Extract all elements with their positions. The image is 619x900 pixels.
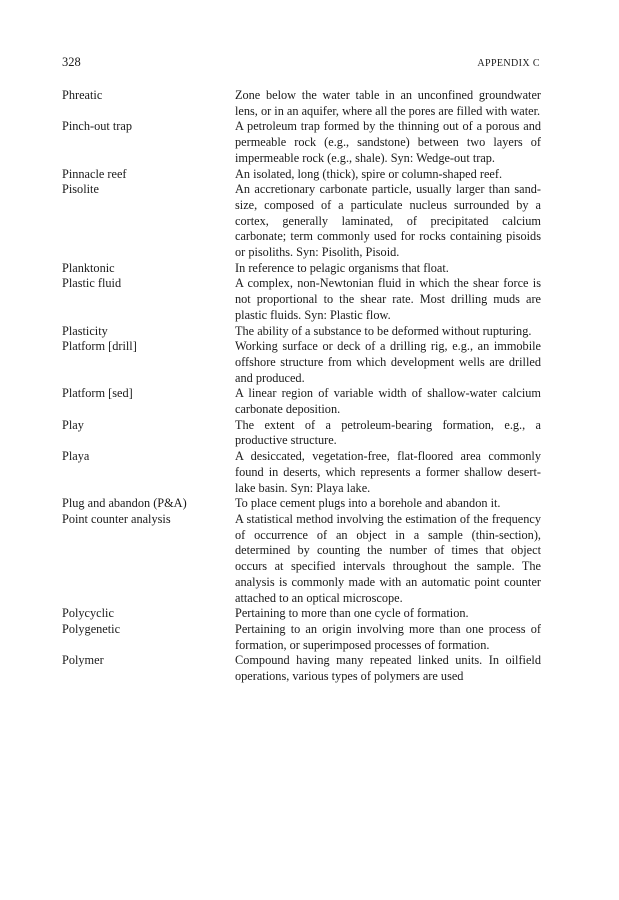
glossary-definition: The extent of a petroleum-bearing formation, e.g., a productive structure. [235, 417, 541, 448]
glossary-term: Planktonic [62, 260, 115, 275]
running-head: APPENDIX C [477, 58, 540, 69]
glossary-list [62, 88, 542, 685]
glossary-term: Plastic fluid [62, 276, 122, 291]
glossary-entry [62, 449, 542, 496]
glossary-definition: An accretionary carbonate particle, usually larger than sand-size, composed of a particulate nucleus surrounded by a cortex, generally laminated, of precipitated calcium carbonate; term commonly used for rocks containing pisoids or pisoliths. Syn: Pisolith, Pisoid. [235, 182, 541, 260]
glossary-term: Plasticity [62, 323, 108, 338]
glossary-definition: A desiccated, vegetation-free, flat-floored area commonly found in deserts, which represents a former shallow desert-lake basin. Syn: Playa lake. [235, 449, 541, 495]
glossary-term: Polygenetic [62, 621, 121, 636]
glossary-entry [62, 324, 542, 340]
glossary-term: Point counter analysis [62, 511, 171, 526]
glossary-term: Platform [sed] [62, 386, 133, 401]
glossary-definition: A petroleum trap formed by the thinning out of a porous and permeable rock (e.g., sandstone) between two layers of impermeable rock (e.g., shale). Syn: Wedge-out trap. [235, 119, 541, 165]
glossary-definition: A complex, non-Newtonian fluid in which the shear force is not proportional to the shear rate. Most drilling muds are plastic fluids. Syn: Plastic flow. [235, 276, 541, 322]
glossary-term: Phreatic [62, 88, 103, 102]
glossary-definition: Pertaining to more than one cycle of formation. [235, 606, 469, 621]
glossary-entry [62, 653, 542, 684]
glossary-entry [62, 622, 542, 653]
page-number: 328 [62, 55, 81, 69]
glossary-term: Plug and abandon (P&A) [62, 496, 187, 511]
glossary-entry [62, 276, 542, 323]
glossary-term: Pisolite [62, 182, 99, 197]
glossary-term: Polymer [62, 653, 104, 668]
glossary-term: Playa [62, 449, 90, 464]
glossary-definition: Working surface or deck of a drilling rig, e.g., an immobile offshore structure from which development wells are drilled and produced. [235, 339, 541, 385]
glossary-definition: Zone below the water table in an unconfined groundwater lens, or in an aquifer, where all the pores are filled with water. [235, 88, 541, 118]
glossary-definition: A linear region of variable width of shallow-water calcium carbonate deposition. [235, 386, 541, 417]
glossary-definition: An isolated, long (thick), spire or column-shaped reef. [235, 166, 503, 181]
glossary-entry [62, 88, 542, 119]
glossary-entry [62, 167, 542, 183]
glossary-definition: To place cement plugs into a borehole and abandon it. [235, 496, 501, 511]
glossary-entry [62, 119, 542, 166]
glossary-term: Pinch-out trap [62, 119, 133, 134]
glossary-entry [62, 496, 542, 512]
glossary-entry [62, 418, 542, 449]
glossary-term: Polycyclic [62, 606, 114, 621]
glossary-definition: In reference to pelagic organisms that float. [235, 260, 449, 275]
glossary-entry [62, 386, 542, 417]
glossary-definition: Compound having many repeated linked units. In oilfield operations, various types of polymers are used [235, 653, 541, 684]
glossary-entry [62, 182, 542, 261]
glossary-entry [62, 339, 542, 386]
glossary-definition: Pertaining to an origin involving more than one process of formation, or superimposed processes of formation. [235, 621, 541, 652]
glossary-term: Play [62, 417, 84, 432]
glossary-term: Pinnacle reef [62, 166, 127, 181]
glossary-entry [62, 261, 542, 277]
glossary-entry [62, 512, 542, 606]
glossary-entry [62, 606, 542, 622]
glossary-term: Platform [drill] [62, 339, 137, 354]
glossary-definition: A statistical method involving the estimation of the frequency of occurrence of an object in a sample (thin-section), determined by counting the number of times that object occurs at specified intervals throughout the sample. The analysis is commonly made with an automatic point counter attached to an optical microscope. [235, 511, 541, 605]
glossary-definition: The ability of a substance to be deformed without rupturing. [235, 323, 532, 338]
